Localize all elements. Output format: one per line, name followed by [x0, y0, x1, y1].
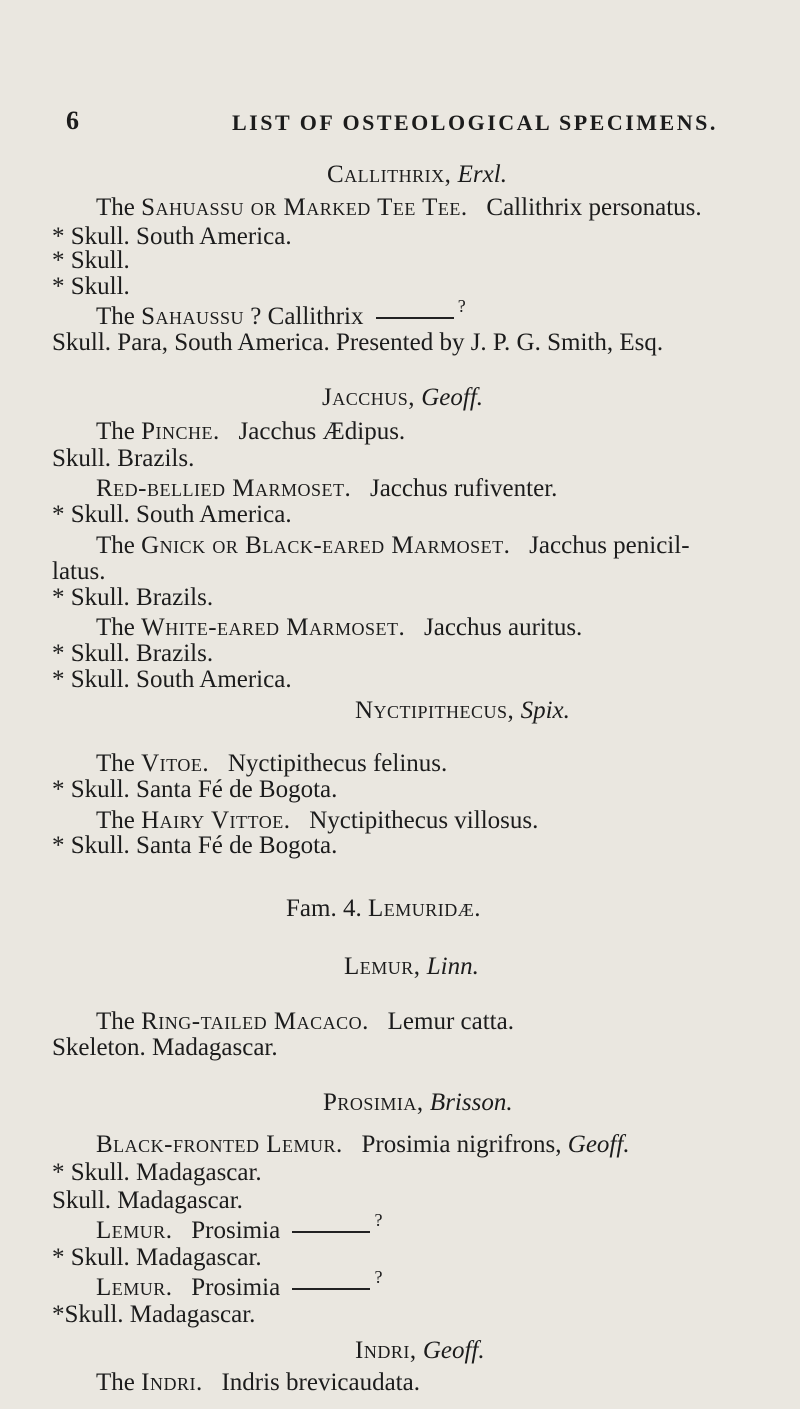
scientific-name: Jacchus auritus. [424, 614, 583, 641]
scientific-name: Jacchus rufiventer. [369, 475, 558, 502]
species-entry: The Pinche. Jacchus Ædipus. [96, 418, 406, 445]
scientific-name: Nyctipithecus villosus. [309, 807, 539, 834]
species-entry: The Gnick or Black-eared Marmoset. Jacchus penicil- [96, 532, 690, 559]
species-entry: The Ring-tailed Macaco. Lemur catta. [96, 1008, 514, 1035]
common-name: Black-fronted Lemur. [96, 1131, 343, 1158]
common-name: Ring-tailed Macaco. [141, 1008, 369, 1035]
scientific-name: Prosimia [191, 1274, 281, 1301]
query-mark: ? [457, 296, 466, 316]
species-entry [96, 1130, 630, 1160]
genus-heading-prosimia [323, 1088, 513, 1118]
scientific-name: Indris brevicaudata. [221, 1369, 420, 1396]
common-name: Pinche. [141, 418, 220, 445]
specimen-line: * Skull. South America. [52, 666, 292, 693]
scientific-name: Prosimia [191, 1217, 281, 1244]
blank-dash [376, 317, 454, 319]
family-heading: Fam. 4. Lemuridæ. [286, 895, 481, 922]
genus-authority: Geoff. [421, 384, 484, 411]
scientific-name: Jacchus Ædipus. [238, 418, 406, 445]
common-name: Red-bellied Marmoset. [96, 475, 352, 502]
genus-heading-indri [355, 1336, 485, 1366]
specimen-line: Skull. Brazils. [52, 445, 195, 472]
common-name: Lemur. [96, 1274, 173, 1301]
authority: Geoff. [567, 1131, 630, 1158]
species-entry: The White-eared Marmoset. Jacchus auritus. [96, 614, 583, 641]
specimen-line: * Skull. [52, 273, 130, 300]
specimen-line: * Skull. Madagascar. [52, 1159, 262, 1186]
family-name: Lemuridæ. [367, 895, 481, 922]
specimen-line: Skeleton. Madagascar. [52, 1034, 278, 1061]
blank-dash [292, 1231, 370, 1233]
specimen-line: * Skull. Santa Fé de Bogota. [52, 832, 338, 859]
specimen-line: * Skull. Santa Fé de Bogota. [52, 776, 338, 803]
common-name: Lemur. [96, 1217, 173, 1244]
specimen-line: * Skull. South America. [52, 501, 292, 528]
genus-authority: Brisson. [429, 1089, 513, 1116]
genus-name: Nyctipithecus, [355, 697, 515, 724]
genus-heading-lemur [344, 952, 479, 982]
specimen-line: * Skull. [52, 247, 130, 274]
page-number: 6 [66, 106, 79, 135]
scientific-name: Lemur catta. [387, 1008, 514, 1035]
scientific-name: Prosimia nigrifrons, [361, 1131, 562, 1158]
scientific-name: Jacchus penicil- [529, 532, 690, 559]
specimen-line: * Skull. Brazils. [52, 640, 214, 667]
genus-heading-callithrix [327, 160, 507, 190]
genus-name: Indri, [355, 1337, 417, 1364]
specimen-line: * Skull. South America. [52, 223, 292, 250]
common-name: White-eared Marmoset. [141, 614, 406, 641]
common-name: Sahaussu [141, 303, 245, 330]
blank-dash [292, 1288, 370, 1290]
genus-authority: Erxl. [457, 161, 507, 188]
specimen-line: * Skull. Madagascar. [52, 1244, 262, 1271]
scientific-name: Callithrix personatus. [486, 194, 702, 221]
specimen-line: *Skull. Madagascar. [52, 1301, 256, 1328]
common-name: Sahuassu or Marked Tee Tee. [141, 194, 468, 221]
query-mark: ? [374, 1267, 383, 1287]
genus-name: Callithrix, [327, 161, 452, 188]
query-mark: ? [374, 1210, 383, 1230]
genus-name: Jacchus, [322, 384, 415, 411]
specimen-line: * Skull. Brazils. [52, 584, 214, 611]
genus-heading-jacchus [322, 383, 483, 413]
common-name: Vitoe. [141, 750, 210, 777]
common-name: Hairy Vittoe. [141, 807, 291, 834]
genus-authority: Spix. [520, 697, 570, 724]
genus-authority: Linn. [426, 953, 479, 980]
scientific-name: ? Callithrix [250, 303, 364, 330]
genus-name: Prosimia, [323, 1089, 424, 1116]
genus-authority: Geoff. [422, 1337, 485, 1364]
species-entry: The Sahuassu or Marked Tee Tee. Callithrix personatus. [96, 194, 702, 221]
scientific-name: Nyctipithecus felinus. [227, 750, 448, 777]
species-entry: The Indri. Indris brevicaudata. [96, 1369, 420, 1396]
genus-name: Lemur, [344, 953, 421, 980]
genus-heading-nyctipithecus [355, 696, 570, 726]
specimen-line: Skull. Madagascar. [52, 1187, 243, 1214]
species-entry: The Vitoe. Nyctipithecus felinus. [96, 750, 448, 777]
name-continuation: latus. [52, 558, 106, 585]
species-entry: The Hairy Vittoe. Nyctipithecus villosus. [96, 807, 539, 834]
common-name: Gnick or Black-eared Marmoset. [141, 532, 511, 559]
specimen-line: Skull. Para, South America. Presented by J. P. G. Smith, Esq. [52, 329, 664, 356]
common-name: Indri. [141, 1369, 203, 1396]
running-head: LIST OF OSTEOLOGICAL SPECIMENS. [232, 110, 718, 135]
species-entry: The Sahaussu ? Callithrix ? [96, 296, 466, 330]
